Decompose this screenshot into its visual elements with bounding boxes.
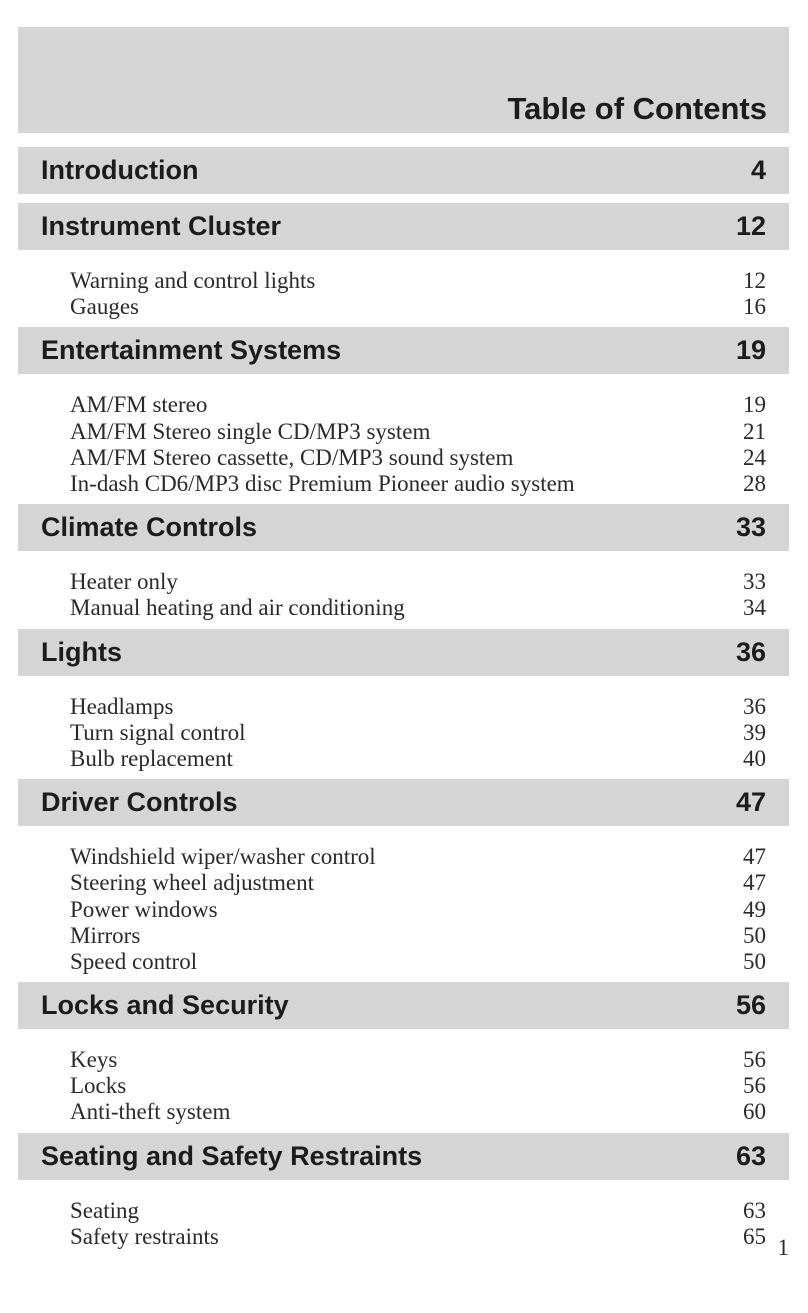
section-header[interactable] [18,203,789,250]
toc-entry-page: 16 [743,294,766,320]
toc-entry-label: Keys [70,1047,118,1073]
toc-entry-label: Heater only [70,569,178,595]
toc-entry-page: 63 [743,1197,766,1223]
toc-entry-page: 39 [743,719,766,745]
section-title: Locks and Security [41,990,289,1020]
toc-entry[interactable] [18,419,789,445]
toc-entry[interactable] [18,870,789,896]
toc-entry-label: Anti-theft system [70,1099,231,1125]
section-items [18,259,789,327]
toc-entry-label: Headlamps [70,693,174,719]
toc-entry[interactable] [18,949,789,975]
toc-entry[interactable] [18,844,789,870]
section-page: 63 [735,1140,766,1171]
toc-entry-page: 24 [743,444,766,470]
section-page: 36 [735,636,766,667]
toc-entry-label: Gauges [70,294,139,320]
toc-entry-label: Seating [70,1197,139,1223]
toc-entry-label: Steering wheel adjustment [70,870,314,896]
section-page: 4 [750,155,766,185]
toc-entry[interactable] [18,923,789,949]
section-header[interactable] [18,327,789,374]
section-page: 56 [735,990,766,1020]
toc-entry-page: 56 [743,1073,766,1099]
section-title: Introduction [41,155,199,185]
section-title: Entertainment Systems [41,335,342,366]
toc-entry-label: Mirrors [70,922,141,948]
table-of-contents [18,147,789,1257]
section-page: 12 [735,211,766,241]
section-items [18,383,789,504]
section-title: Seating and Safety Restraints [41,1140,423,1171]
section-header[interactable] [18,629,789,676]
toc-entry[interactable] [18,1047,789,1073]
toc-entry-label: AM/FM Stereo single CD/MP3 system [70,418,431,444]
toc-entry-label: Warning and control lights [70,268,316,294]
toc-entry[interactable] [18,746,789,772]
title-bar [18,27,789,133]
toc-entry-label: Manual heating and air conditioning [70,595,405,621]
toc-entry-page: 50 [743,948,766,974]
toc-entry[interactable] [18,445,789,471]
section-header[interactable] [18,982,789,1029]
toc-entry-page: 21 [743,418,766,444]
toc-entry[interactable] [18,268,789,294]
toc-entry-label: Speed control [70,948,198,974]
toc-entry[interactable] [18,471,789,497]
toc-entry-label: Bulb replacement [70,745,233,771]
section-title: Driver Controls [41,787,238,818]
toc-entry-label: Locks [70,1073,127,1099]
toc-entry-page: 47 [743,844,766,870]
toc-entry[interactable] [18,1073,789,1099]
toc-entry-page: 47 [743,870,766,896]
section-header[interactable] [18,779,789,826]
page-title: Table of Contents [507,91,767,126]
toc-entry[interactable] [18,294,789,320]
toc-entry[interactable] [18,896,789,922]
toc-entry-page: 60 [743,1099,766,1125]
toc-entry[interactable] [18,569,789,595]
toc-entry-label: AM/FM Stereo cassette, CD/MP3 sound system [70,444,514,470]
page-number: 1 [777,1235,789,1260]
toc-entry-label: In-dash CD6/MP3 disc Premium Pioneer audio system [70,471,575,497]
toc-entry-page: 50 [743,922,766,948]
toc-entry-page: 65 [743,1223,766,1249]
toc-entry[interactable] [18,694,789,720]
toc-entry[interactable] [18,1099,789,1125]
section-header[interactable] [18,147,789,194]
section-title: Lights [41,636,122,667]
section-items [18,1038,789,1133]
section-items [18,685,789,780]
section-items [18,1189,789,1257]
toc-entry-label: AM/FM stereo [70,392,208,418]
section-header[interactable] [18,1133,789,1180]
toc-entry-page: 12 [743,268,766,294]
section-page: 19 [735,335,766,366]
section-items [18,560,789,628]
toc-entry-page: 56 [743,1047,766,1073]
toc-entry[interactable] [18,1198,789,1224]
toc-entry-page: 36 [743,693,766,719]
toc-entry[interactable] [18,392,789,418]
section-title: Climate Controls [41,512,258,543]
toc-entry[interactable] [18,1224,789,1250]
toc-entry-page: 34 [743,595,766,621]
section-header[interactable] [18,504,789,551]
toc-entry-page: 40 [743,745,766,771]
toc-entry-label: Turn signal control [70,719,246,745]
toc-entry-label: Power windows [70,896,218,922]
toc-entry[interactable] [18,720,789,746]
toc-entry-page: 33 [743,569,766,595]
section-items [18,835,789,982]
section-title: Instrument Cluster [41,211,282,241]
toc-entry[interactable] [18,595,789,621]
toc-entry-page: 49 [743,896,766,922]
toc-entry-label: Safety restraints [70,1223,219,1249]
section-page: 33 [735,512,766,543]
section-page: 47 [735,787,766,818]
toc-entry-page: 28 [743,471,766,497]
toc-entry-page: 19 [743,392,766,418]
toc-entry-label: Windshield wiper/washer control [70,844,376,870]
